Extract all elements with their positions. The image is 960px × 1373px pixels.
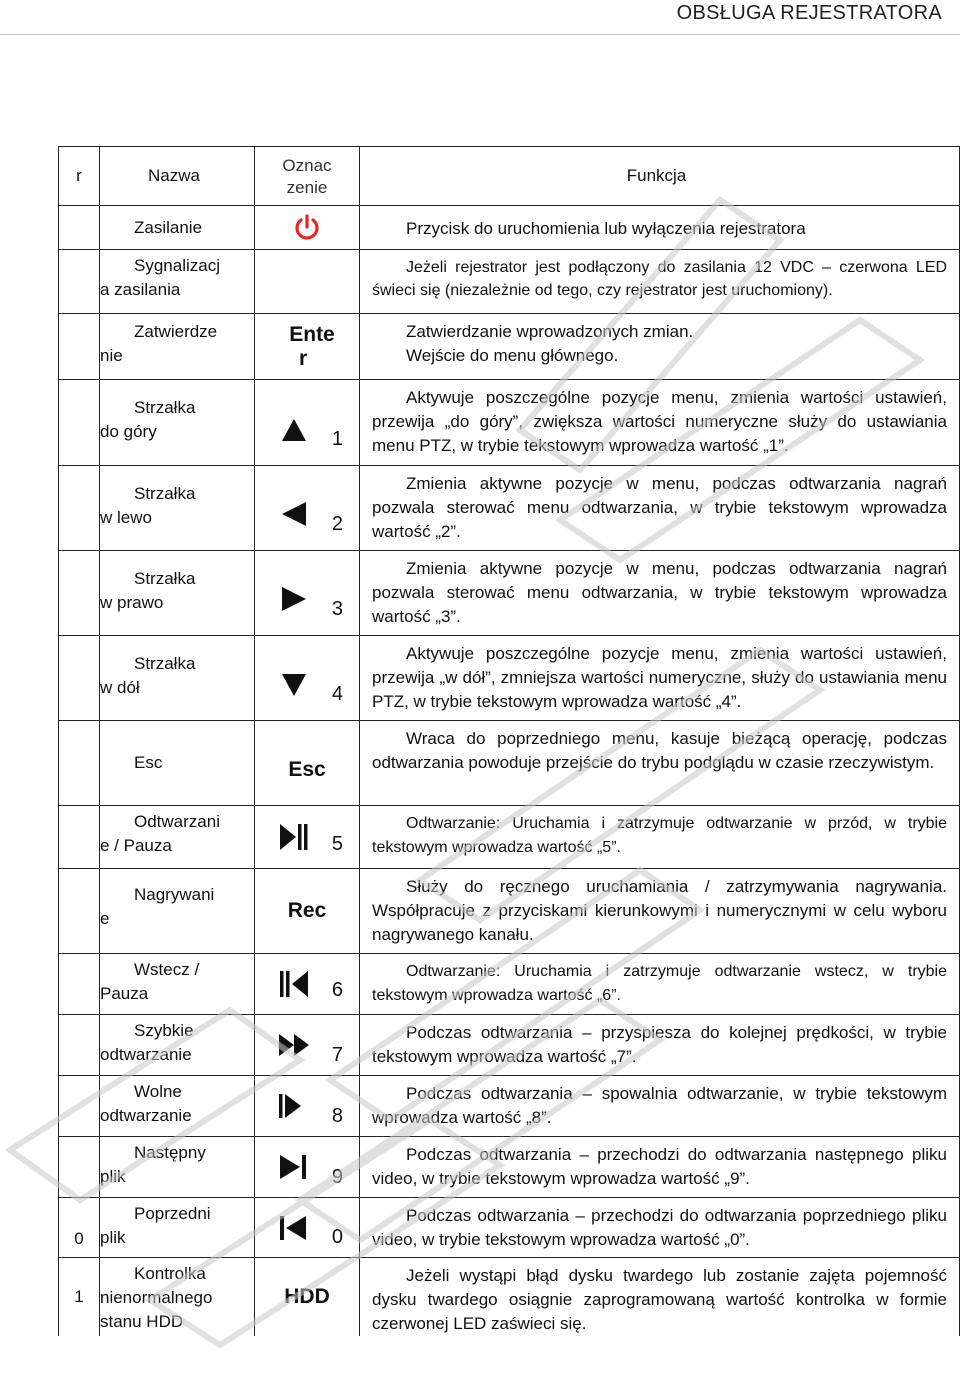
row-name: Esc — [100, 721, 255, 806]
row-function: Podczas odtwarzania – przyspiesza do kolejnej prędkości, w trybie tekstowym wprowadza wartość „7”. — [360, 1015, 960, 1076]
row-num — [58, 1076, 100, 1137]
row-name: Wstecz / Pauza — [100, 954, 255, 1015]
row-function: Podczas odtwarzania – przechodzi do odtwarzania następnego pliku video, w trybie tekstowym wprowadza wartość „9”. — [360, 1137, 960, 1198]
row-num: 0 — [58, 1198, 100, 1258]
arrow-down-icon: 4 — [255, 636, 360, 721]
row-name: Wolne odtwarzanie — [100, 1076, 255, 1137]
row-function: Jeżeli rejestrator jest podłączony do zasilania 12 VDC – czerwona LED świeci się (niezależnie od tego, czy rejestrator jest uruchomiony). — [360, 250, 960, 314]
row-name: Zasilanie — [100, 206, 255, 250]
row-num — [58, 250, 100, 314]
esc-key-label: Esc — [255, 721, 360, 806]
row-name: Strzałka w lewo — [100, 466, 255, 551]
header-num: r — [58, 146, 100, 206]
row-name: Nagrywani e — [100, 869, 255, 954]
remote-buttons-table — [58, 146, 960, 1336]
slow-play-icon: 8 — [255, 1076, 360, 1137]
play-pause-icon: 5 — [255, 806, 360, 869]
row-name: Strzałka do góry — [100, 380, 255, 466]
row-num — [58, 636, 100, 721]
row-name: Strzałka w dół — [100, 636, 255, 721]
row-symbol — [255, 250, 360, 314]
row-num — [58, 869, 100, 954]
row-function: Służy do ręcznego uruchamiania / zatrzymywania nagrywania. Współpracuje z przyciskami kierunkowymi i numerycznymi w celu wyboru nagrywanego kanału. — [360, 869, 960, 954]
header-symbol: Oznac zenie — [255, 146, 360, 206]
row-num — [58, 466, 100, 551]
row-name: Poprzedni plik — [100, 1198, 255, 1258]
row-function: Przycisk do uruchomienia lub wyłączenia rejestratora — [360, 206, 960, 250]
enter-key-label: Ente r — [255, 314, 360, 380]
row-num — [58, 314, 100, 380]
row-function: Zmienia aktywne pozycje w menu, podczas odtwarzania nagrań pozwala sterować menu odtwarzania, w trybie tekstowym wprowadza wartość „2”. — [360, 466, 960, 551]
arrow-left-icon: 2 — [255, 466, 360, 551]
power-icon — [255, 206, 360, 250]
row-name: Strzałka w prawo — [100, 551, 255, 636]
arrow-up-icon: 1 — [255, 380, 360, 466]
header-function: Funkcja — [360, 146, 960, 206]
row-num — [58, 954, 100, 1015]
row-num — [58, 380, 100, 466]
header-name: Nazwa — [100, 146, 255, 206]
row-num — [58, 206, 100, 250]
row-num — [58, 1015, 100, 1076]
row-name: Sygnalizacj a zasilania — [100, 250, 255, 314]
hdd-key-label: HDD — [255, 1258, 360, 1336]
row-name: Odtwarzani e / Pauza — [100, 806, 255, 869]
row-function: Aktywuje poszczególne pozycje menu, zmienia wartości ustawień, przewija „do góry”, zwiększa wartości numeryczne służy do ustawiania menu PTZ, w trybie tekstowym wprowadza wartość „1”. — [360, 380, 960, 466]
row-num — [58, 806, 100, 869]
row-function: Zatwierdzanie wprowadzonych zmian. Wejście do menu głównego. — [360, 314, 960, 380]
row-name: Szybkie odtwarzanie — [100, 1015, 255, 1076]
row-function: Wraca do poprzedniego menu, kasuje bieżącą operację, podczas odtwarzania powoduje przejście do trybu podglądu w czasie rzeczywistym. — [360, 721, 960, 806]
next-file-icon: 9 — [255, 1137, 360, 1198]
arrow-right-icon: 3 — [255, 551, 360, 636]
row-function: Odtwarzanie: Uruchamia i zatrzymuje odtwarzanie w przód, w trybie tekstowym wprowadza wartość „5”. — [360, 806, 960, 869]
page-header-title: OBSŁUGA REJESTRATORA — [676, 2, 942, 24]
row-name: Zatwierdze nie — [100, 314, 255, 380]
rec-key-label: Rec — [255, 869, 360, 954]
row-num — [58, 551, 100, 636]
row-name: Kontrolka nienormalnego stanu HDD — [100, 1258, 255, 1336]
header-divider — [0, 34, 960, 35]
row-function: Aktywuje poszczególne pozycje menu, zmienia wartości ustawień, przewija „w dół”, zmniejsza wartości numeryczne, służy do ustawiania menu PTZ, w trybie tekstowym wprowadza wartość „4”. — [360, 636, 960, 721]
row-name: Następny plik — [100, 1137, 255, 1198]
reverse-pause-icon: 6 — [255, 954, 360, 1015]
fast-forward-icon: 7 — [255, 1015, 360, 1076]
row-num — [58, 1137, 100, 1198]
row-function: Jeżeli wystąpi błąd dysku twardego lub zostanie zajęta pojemność dysku twardego osiągnie zaprogramowaną wartość kontrolka w formie czerwonej LED zaświeci się. — [360, 1258, 960, 1336]
row-num: 1 — [58, 1258, 100, 1336]
row-function: Podczas odtwarzania – spowalnia odtwarzanie, w trybie tekstowym wprowadza wartość „8”. — [360, 1076, 960, 1137]
previous-file-icon: 0 — [255, 1198, 360, 1258]
row-num — [58, 721, 100, 806]
row-function: Podczas odtwarzania – przechodzi do odtwarzania poprzedniego pliku video, w trybie tekstowym wprowadza wartość „0”. — [360, 1198, 960, 1258]
row-function: Odtwarzanie: Uruchamia i zatrzymuje odtwarzanie wstecz, w trybie tekstowym wprowadza wartość „6”. — [360, 954, 960, 1015]
row-function: Zmienia aktywne pozycje w menu, podczas odtwarzania nagrań pozwala sterować menu odtwarzania, w trybie tekstowym wprowadza wartość „3”. — [360, 551, 960, 636]
